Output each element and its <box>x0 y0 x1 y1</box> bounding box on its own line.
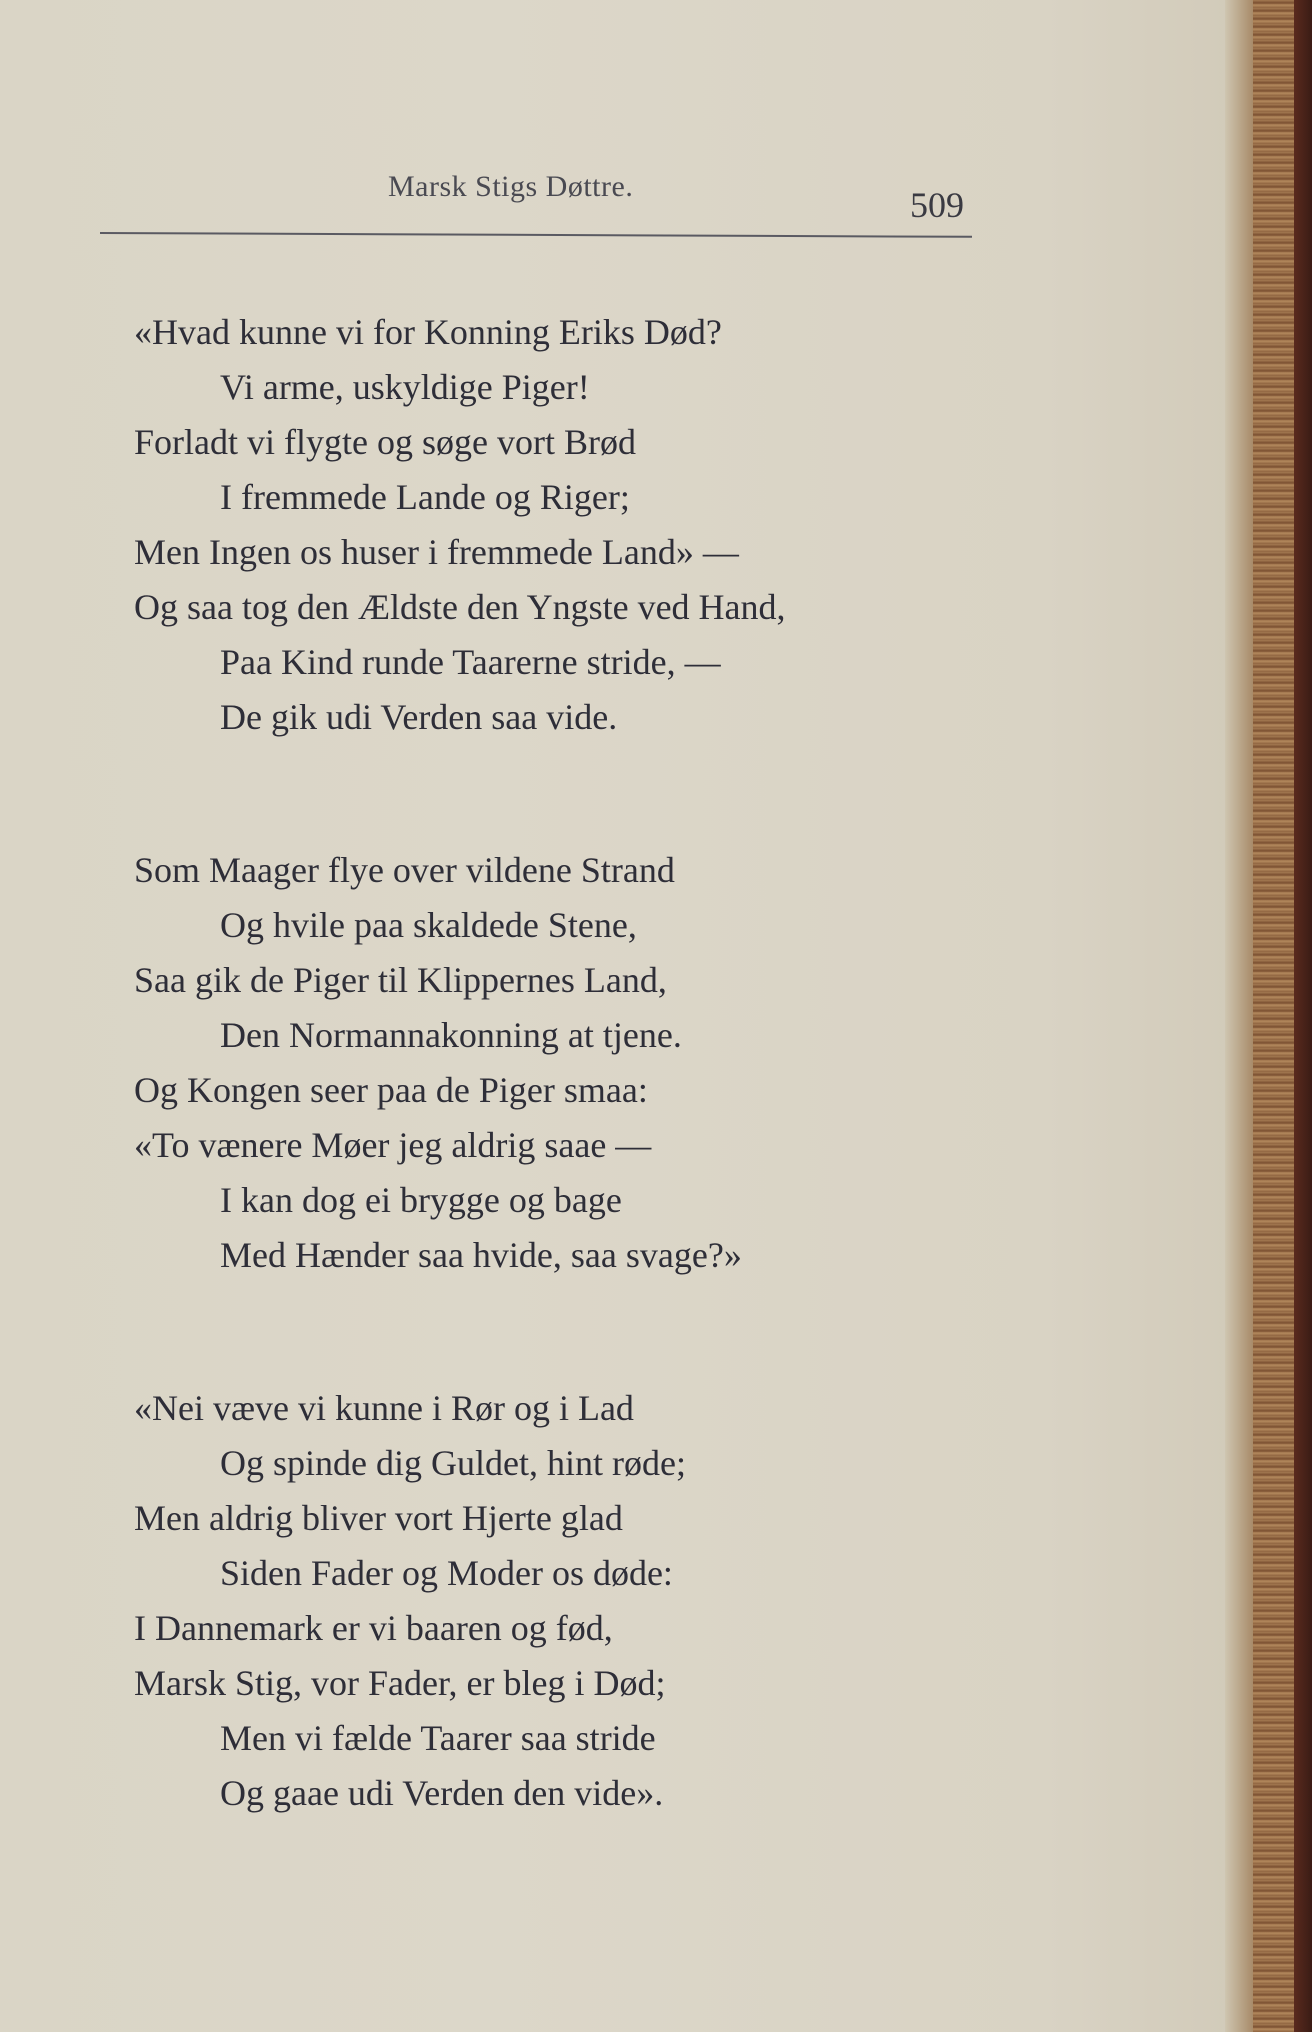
verse-line: Men vi fælde Taarer saa stride <box>220 1718 656 1758</box>
verse-line: Den Normannakonning at tjene. <box>220 1015 682 1055</box>
verse-line: «Hvad kunne vi for Konning Eriks Død? <box>134 312 722 352</box>
verse-line: Med Hænder saa hvide, saa svage?» <box>220 1235 742 1275</box>
verse-line: Paa Kind runde Taarerne stride, — <box>220 642 721 682</box>
verse-line: De gik udi Verden saa vide. <box>220 697 618 737</box>
verse-line: Og gaae udi Verden den vide». <box>220 1773 664 1813</box>
book-page-edges <box>1225 0 1312 2032</box>
verse-line: Siden Fader og Moder os døde: <box>220 1553 673 1593</box>
page-header <box>100 170 976 240</box>
stanza-1 <box>134 305 1034 745</box>
verse-line: «Nei væve vi kunne i Rør og i Lad <box>134 1388 634 1428</box>
running-title: Marsk Stigs Døttre. <box>388 170 634 203</box>
verse-line: Og saa tog den Ældste den Yngste ved Hand, <box>134 587 786 627</box>
verse-line: Og Kongen seer paa de Piger smaa: <box>134 1070 648 1110</box>
stanza-3 <box>134 1381 1034 1821</box>
poem <box>134 305 1034 1919</box>
verse-line: Som Maager flye over vildene Strand <box>134 850 675 890</box>
stanza-2 <box>134 843 1034 1283</box>
verse-line: I Dannemark er vi baaren og fød, <box>134 1608 613 1648</box>
verse-line: Og hvile paa skaldede Stene, <box>220 905 637 945</box>
header-rule <box>100 232 972 238</box>
verse-line: «To vænere Møer jeg aldrig saae — <box>134 1125 652 1165</box>
page-number: 509 <box>910 185 964 225</box>
verse-line: I fremmede Lande og Riger; <box>220 477 630 517</box>
verse-line: Men Ingen os huser i fremmede Land» — <box>134 532 739 572</box>
verse-line: Og spinde dig Guldet, hint røde; <box>220 1443 686 1483</box>
verse-line: Forladt vi flygte og søge vort Brød <box>134 422 636 462</box>
verse-line: Marsk Stig, vor Fader, er bleg i Død; <box>134 1663 666 1703</box>
verse-line: Men aldrig bliver vort Hjerte glad <box>134 1498 623 1538</box>
verse-line: I kan dog ei brygge og bage <box>220 1180 622 1220</box>
verse-line: Vi arme, uskyldige Piger! <box>220 367 590 407</box>
verse-line: Saa gik de Piger til Klippernes Land, <box>134 960 667 1000</box>
